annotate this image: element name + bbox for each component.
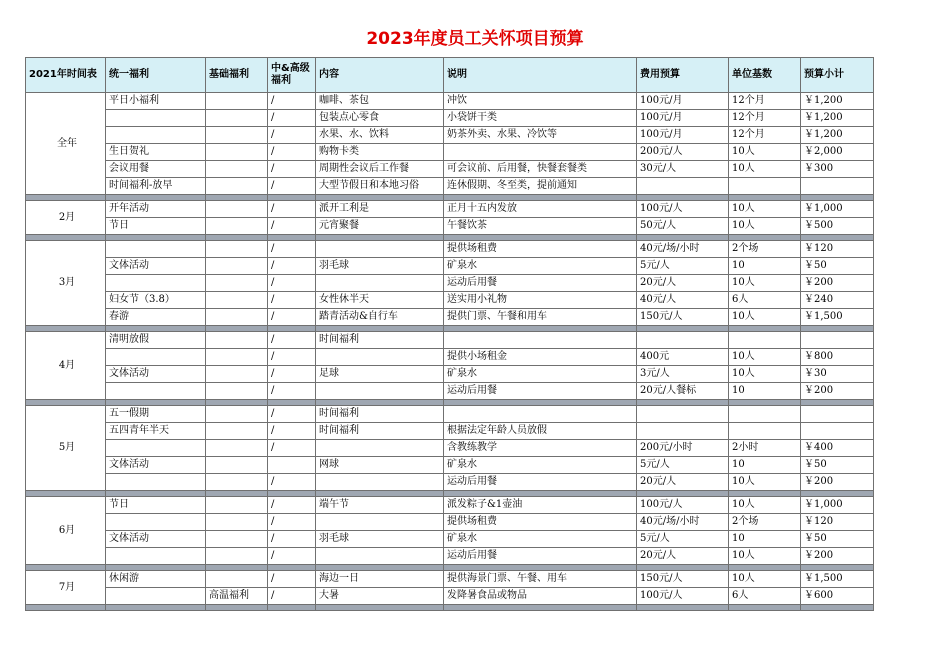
cell-unit[interactable]: 10 xyxy=(729,457,801,474)
cell-content[interactable] xyxy=(316,241,444,258)
cell-cost[interactable]: 100元/月 xyxy=(637,110,729,127)
table-row xyxy=(26,178,874,195)
cell-mid-senior[interactable]: / xyxy=(268,440,316,457)
cell-cost[interactable]: 100元/月 xyxy=(637,93,729,110)
cell-content[interactable] xyxy=(316,275,444,292)
cell-note[interactable] xyxy=(444,332,637,349)
cell-unit[interactable]: 10人 xyxy=(729,366,801,383)
cell-note[interactable]: 午餐饮茶 xyxy=(444,218,637,235)
cell-basic[interactable] xyxy=(206,258,268,275)
separator-cell xyxy=(729,605,801,611)
cell-subtotal[interactable]: ￥200 xyxy=(801,275,874,292)
table-row xyxy=(26,423,874,440)
cell-content[interactable]: 大型节假日和本地习俗 xyxy=(316,178,444,195)
separator-cell xyxy=(444,605,637,611)
cell-mid-senior[interactable]: / xyxy=(268,292,316,309)
cell-cost[interactable]: 3元/人 xyxy=(637,366,729,383)
cell-subtotal[interactable]: ￥30 xyxy=(801,366,874,383)
cell-note[interactable]: 运动后用餐 xyxy=(444,275,637,292)
cell-content[interactable]: 大暑 xyxy=(316,588,444,605)
cell-mid-senior[interactable]: / xyxy=(268,514,316,531)
cell-basic[interactable] xyxy=(206,292,268,309)
cell-subtotal[interactable] xyxy=(801,423,874,440)
cell-note[interactable]: 根据法定年龄人员放假 xyxy=(444,423,637,440)
cell-mid-senior[interactable]: / xyxy=(268,497,316,514)
header-unit[interactable]: 单位基数 xyxy=(729,58,801,93)
cell-unit[interactable]: 10人 xyxy=(729,571,801,588)
header-subtotal[interactable]: 预算小计 xyxy=(801,58,874,93)
cell-unit[interactable]: 10人 xyxy=(729,201,801,218)
cell-basic[interactable] xyxy=(206,423,268,440)
cell-subtotal[interactable]: ￥120 xyxy=(801,514,874,531)
cell-unit[interactable]: 2个场 xyxy=(729,241,801,258)
cell-basic[interactable] xyxy=(206,514,268,531)
table-row xyxy=(26,161,874,178)
separator-cell xyxy=(268,605,316,611)
table-row xyxy=(26,258,874,275)
cell-cost[interactable]: 20元/人 xyxy=(637,275,729,292)
cell-basic[interactable] xyxy=(206,349,268,366)
separator-cell xyxy=(206,605,268,611)
cell-unified[interactable]: 文体活动 xyxy=(106,531,206,548)
cell-basic[interactable]: 高温福利 xyxy=(206,588,268,605)
cell-basic[interactable] xyxy=(206,144,268,161)
cell-note[interactable]: 矿泉水 xyxy=(444,258,637,275)
cell-unified[interactable] xyxy=(106,241,206,258)
cell-unified[interactable]: 文体活动 xyxy=(106,258,206,275)
header-period[interactable]: 2021年时间表 xyxy=(26,58,106,93)
cell-content[interactable]: 周期性会议后工作餐 xyxy=(316,161,444,178)
table-row xyxy=(26,440,874,457)
table-row xyxy=(26,292,874,309)
cell-mid-senior[interactable]: / xyxy=(268,383,316,400)
cell-basic[interactable] xyxy=(206,241,268,258)
cell-cost[interactable]: 400元 xyxy=(637,349,729,366)
cell-cost[interactable]: 200元/小时 xyxy=(637,440,729,457)
cell-basic[interactable] xyxy=(206,218,268,235)
cell-subtotal[interactable]: ￥50 xyxy=(801,457,874,474)
cell-unified[interactable]: 开年活动 xyxy=(106,201,206,218)
cell-unified[interactable]: 会议用餐 xyxy=(106,161,206,178)
header-content[interactable]: 内容 xyxy=(316,58,444,93)
cell-basic[interactable] xyxy=(206,366,268,383)
cell-content[interactable] xyxy=(316,514,444,531)
cell-unit[interactable]: 12个月 xyxy=(729,127,801,144)
cell-mid-senior[interactable]: / xyxy=(268,588,316,605)
cell-note[interactable]: 提供海景门票、午餐、用车 xyxy=(444,571,637,588)
cell-note[interactable]: 正月十五内发放 xyxy=(444,201,637,218)
cell-subtotal[interactable] xyxy=(801,332,874,349)
cell-cost[interactable]: 150元/人 xyxy=(637,571,729,588)
cell-note[interactable]: 送实用小礼物 xyxy=(444,292,637,309)
cell-cost[interactable]: 5元/人 xyxy=(637,258,729,275)
cell-subtotal[interactable]: ￥200 xyxy=(801,474,874,491)
cell-subtotal[interactable]: ￥1,000 xyxy=(801,497,874,514)
cell-note[interactable]: 矿泉水 xyxy=(444,366,637,383)
cell-unit[interactable]: 12个月 xyxy=(729,93,801,110)
table-row xyxy=(26,144,874,161)
cell-cost[interactable]: 100元/月 xyxy=(637,127,729,144)
cell-unified[interactable]: 五一假期 xyxy=(106,406,206,423)
cell-cost[interactable]: 200元/人 xyxy=(637,144,729,161)
cell-unified[interactable]: 休闲游 xyxy=(106,571,206,588)
cell-unit[interactable]: 10人 xyxy=(729,144,801,161)
cell-mid-senior[interactable]: / xyxy=(268,218,316,235)
cell-content[interactable] xyxy=(316,383,444,400)
cell-subtotal[interactable]: ￥50 xyxy=(801,258,874,275)
cell-basic[interactable] xyxy=(206,571,268,588)
cell-unit[interactable]: 10人 xyxy=(729,275,801,292)
cell-mid-senior[interactable]: / xyxy=(268,201,316,218)
cell-subtotal[interactable]: ￥2,000 xyxy=(801,144,874,161)
cell-period[interactable]: 全年 xyxy=(26,93,106,195)
cell-unified[interactable]: 春游 xyxy=(106,309,206,326)
table-row xyxy=(26,497,874,514)
cell-note[interactable]: 提供场租费 xyxy=(444,241,637,258)
cell-basic[interactable] xyxy=(206,440,268,457)
cell-unified[interactable]: 文体活动 xyxy=(106,457,206,474)
cell-basic[interactable] xyxy=(206,275,268,292)
table-row xyxy=(26,406,874,423)
cell-content[interactable]: 羽毛球 xyxy=(316,258,444,275)
cell-note[interactable]: 提供场租费 xyxy=(444,514,637,531)
cell-unified[interactable]: 节日 xyxy=(106,497,206,514)
cell-cost[interactable]: 100元/人 xyxy=(637,497,729,514)
cell-cost[interactable]: 20元/人 xyxy=(637,548,729,565)
cell-mid-senior[interactable]: / xyxy=(268,309,316,326)
cell-basic[interactable] xyxy=(206,531,268,548)
cell-cost[interactable]: 40元/人 xyxy=(637,292,729,309)
cell-mid-senior[interactable]: / xyxy=(268,161,316,178)
cell-basic[interactable] xyxy=(206,161,268,178)
sheet-title: 2023年度员工关怀项目预算 xyxy=(366,29,584,49)
separator-cell xyxy=(637,605,729,611)
cell-subtotal[interactable]: ￥1,200 xyxy=(801,93,874,110)
cell-note[interactable]: 运动后用餐 xyxy=(444,474,637,491)
cell-content[interactable] xyxy=(316,349,444,366)
cell-subtotal[interactable]: ￥1,500 xyxy=(801,309,874,326)
cell-unit[interactable]: 10人 xyxy=(729,309,801,326)
cell-mid-senior[interactable]: / xyxy=(268,93,316,110)
cell-unit[interactable] xyxy=(729,178,801,195)
cell-note[interactable] xyxy=(444,406,637,423)
cell-note[interactable]: 运动后用餐 xyxy=(444,548,637,565)
cell-unified[interactable] xyxy=(106,514,206,531)
cell-subtotal[interactable]: ￥500 xyxy=(801,218,874,235)
cell-cost[interactable]: 20元/人餐标 xyxy=(637,383,729,400)
cell-unit[interactable]: 10人 xyxy=(729,474,801,491)
cell-unit[interactable] xyxy=(729,332,801,349)
cell-subtotal[interactable]: ￥600 xyxy=(801,588,874,605)
cell-period[interactable]: 7月 xyxy=(26,571,106,605)
separator-cell xyxy=(801,605,874,611)
cell-unified[interactable] xyxy=(106,275,206,292)
cell-content[interactable]: 羽毛球 xyxy=(316,531,444,548)
cell-period[interactable]: 6月 xyxy=(26,497,106,565)
cell-basic[interactable] xyxy=(206,383,268,400)
cell-unified[interactable]: 五四青年半天 xyxy=(106,423,206,440)
cell-unit[interactable]: 10人 xyxy=(729,548,801,565)
cell-unit[interactable]: 12个月 xyxy=(729,110,801,127)
cell-mid-senior[interactable]: / xyxy=(268,548,316,565)
cell-unified[interactable]: 平日小福利 xyxy=(106,93,206,110)
table-row xyxy=(26,93,874,110)
cell-mid-senior[interactable]: / xyxy=(268,531,316,548)
cell-basic[interactable] xyxy=(206,93,268,110)
cell-subtotal[interactable]: ￥200 xyxy=(801,383,874,400)
cell-cost[interactable]: 50元/人 xyxy=(637,218,729,235)
cell-unit[interactable]: 6人 xyxy=(729,292,801,309)
cell-unified[interactable] xyxy=(106,127,206,144)
cell-content[interactable]: 时间福利 xyxy=(316,332,444,349)
cell-cost[interactable]: 150元/人 xyxy=(637,309,729,326)
cell-cost[interactable]: 40元/场/小时 xyxy=(637,514,729,531)
cell-content[interactable]: 端午节 xyxy=(316,497,444,514)
cell-note[interactable]: 含教练教学 xyxy=(444,440,637,457)
table-row xyxy=(26,548,874,565)
cell-basic[interactable] xyxy=(206,497,268,514)
cell-basic[interactable] xyxy=(206,406,268,423)
cell-mid-senior[interactable]: / xyxy=(268,241,316,258)
cell-cost[interactable] xyxy=(637,332,729,349)
cell-note[interactable]: 矿泉水 xyxy=(444,531,637,548)
table-row xyxy=(26,531,874,548)
cell-mid-senior[interactable]: / xyxy=(268,178,316,195)
cell-unified[interactable]: 节日 xyxy=(106,218,206,235)
cell-unified[interactable] xyxy=(106,548,206,565)
cell-cost[interactable]: 20元/人 xyxy=(637,474,729,491)
cell-subtotal[interactable]: ￥50 xyxy=(801,531,874,548)
cell-note[interactable]: 矿泉水 xyxy=(444,457,637,474)
cell-content[interactable]: 购物卡类 xyxy=(316,144,444,161)
cell-unified[interactable]: 妇女节（3.8） xyxy=(106,292,206,309)
cell-basic[interactable] xyxy=(206,332,268,349)
cell-cost[interactable]: 100元/人 xyxy=(637,201,729,218)
cell-mid-senior[interactable]: / xyxy=(268,144,316,161)
cell-basic[interactable] xyxy=(206,178,268,195)
cell-content[interactable]: 时间福利 xyxy=(316,406,444,423)
cell-content[interactable] xyxy=(316,548,444,565)
cell-unified[interactable]: 时间福利-放早 xyxy=(106,178,206,195)
cell-content[interactable]: 网球 xyxy=(316,457,444,474)
cell-mid-senior[interactable]: / xyxy=(268,423,316,440)
cell-unit[interactable]: 10 xyxy=(729,531,801,548)
separator-cell xyxy=(26,605,106,611)
cell-subtotal[interactable] xyxy=(801,178,874,195)
cell-cost[interactable]: 40元/场/小时 xyxy=(637,241,729,258)
cell-period[interactable]: 5月 xyxy=(26,406,106,491)
cell-unified[interactable] xyxy=(106,588,206,605)
cell-cost[interactable] xyxy=(637,406,729,423)
cell-content[interactable]: 踏青活动&自行车 xyxy=(316,309,444,326)
cell-subtotal[interactable]: ￥300 xyxy=(801,161,874,178)
cell-mid-senior[interactable]: / xyxy=(268,258,316,275)
cell-content[interactable] xyxy=(316,440,444,457)
cell-note[interactable]: 连休假期、冬至类，提前通知 xyxy=(444,178,637,195)
table-row xyxy=(26,241,874,258)
cell-basic[interactable] xyxy=(206,309,268,326)
table-row xyxy=(26,201,874,218)
cell-cost[interactable]: 5元/人 xyxy=(637,457,729,474)
cell-note[interactable] xyxy=(444,144,637,161)
cell-unified[interactable] xyxy=(106,440,206,457)
table-row xyxy=(26,383,874,400)
table-row xyxy=(26,474,874,491)
table-row xyxy=(26,457,874,474)
cell-note[interactable]: 派发粽子&1壶油 xyxy=(444,497,637,514)
cell-note[interactable]: 冲饮 xyxy=(444,93,637,110)
cell-content[interactable]: 水果、水、饮料 xyxy=(316,127,444,144)
cell-content[interactable]: 包装点心零食 xyxy=(316,110,444,127)
cell-period[interactable]: 2月 xyxy=(26,201,106,235)
budget-table xyxy=(25,57,874,611)
cell-unit[interactable] xyxy=(729,423,801,440)
cell-note[interactable]: 可会议前、后用餐，快餐套餐类 xyxy=(444,161,637,178)
cell-unit[interactable]: 10人 xyxy=(729,161,801,178)
cell-subtotal[interactable]: ￥800 xyxy=(801,349,874,366)
cell-note[interactable]: 小袋饼干类 xyxy=(444,110,637,127)
cell-subtotal[interactable]: ￥400 xyxy=(801,440,874,457)
cell-period[interactable]: 3月 xyxy=(26,241,106,326)
cell-mid-senior[interactable]: / xyxy=(268,474,316,491)
cell-mid-senior[interactable]: / xyxy=(268,349,316,366)
cell-content[interactable]: 足球 xyxy=(316,366,444,383)
cell-period[interactable]: 4月 xyxy=(26,332,106,400)
cell-unified[interactable]: 生日贺礼 xyxy=(106,144,206,161)
cell-subtotal[interactable]: ￥1,200 xyxy=(801,110,874,127)
table-row xyxy=(26,514,874,531)
header-row xyxy=(26,58,874,93)
cell-cost[interactable]: 100元/人 xyxy=(637,588,729,605)
cell-unit[interactable]: 10人 xyxy=(729,497,801,514)
section-separator xyxy=(26,605,874,611)
cell-unit[interactable]: 10人 xyxy=(729,349,801,366)
cell-basic[interactable] xyxy=(206,548,268,565)
cell-note[interactable]: 提供门票、午餐和用车 xyxy=(444,309,637,326)
cell-unified[interactable] xyxy=(106,474,206,491)
table-row xyxy=(26,571,874,588)
cell-subtotal[interactable]: ￥240 xyxy=(801,292,874,309)
cell-unified[interactable]: 文体活动 xyxy=(106,366,206,383)
cell-mid-senior[interactable]: / xyxy=(268,571,316,588)
table-row xyxy=(26,588,874,605)
cell-note[interactable]: 奶茶外卖、水果、冷饮等 xyxy=(444,127,637,144)
table-row xyxy=(26,332,874,349)
cell-note[interactable]: 发降暑食品或物品 xyxy=(444,588,637,605)
cell-cost[interactable]: 5元/人 xyxy=(637,531,729,548)
cell-content[interactable]: 派开工利是 xyxy=(316,201,444,218)
cell-cost[interactable]: 30元/人 xyxy=(637,161,729,178)
cell-subtotal[interactable]: ￥200 xyxy=(801,548,874,565)
cell-cost[interactable] xyxy=(637,423,729,440)
header-note[interactable]: 说明 xyxy=(444,58,637,93)
cell-mid-senior[interactable]: / xyxy=(268,366,316,383)
cell-content[interactable]: 时间福利 xyxy=(316,423,444,440)
cell-unit[interactable] xyxy=(729,406,801,423)
cell-unit[interactable]: 10 xyxy=(729,383,801,400)
cell-basic[interactable] xyxy=(206,201,268,218)
cell-mid-senior[interactable] xyxy=(268,457,316,474)
table-row xyxy=(26,275,874,292)
cell-unit[interactable]: 6人 xyxy=(729,588,801,605)
cell-unit[interactable]: 2个场 xyxy=(729,514,801,531)
table-row xyxy=(26,218,874,235)
cell-subtotal[interactable] xyxy=(801,406,874,423)
cell-subtotal[interactable]: ￥1,000 xyxy=(801,201,874,218)
table-row xyxy=(26,309,874,326)
cell-mid-senior[interactable]: / xyxy=(268,275,316,292)
cell-content[interactable] xyxy=(316,474,444,491)
cell-note[interactable]: 运动后用餐 xyxy=(444,383,637,400)
cell-unified[interactable] xyxy=(106,110,206,127)
cell-unit[interactable]: 2小时 xyxy=(729,440,801,457)
cell-mid-senior[interactable]: / xyxy=(268,406,316,423)
header-cost[interactable]: 费用预算 xyxy=(637,58,729,93)
cell-mid-senior[interactable]: / xyxy=(268,127,316,144)
cell-basic[interactable] xyxy=(206,110,268,127)
separator-cell xyxy=(316,605,444,611)
cell-content[interactable]: 元宵聚餐 xyxy=(316,218,444,235)
table-row xyxy=(26,366,874,383)
cell-note[interactable]: 提供小场租金 xyxy=(444,349,637,366)
cell-content[interactable]: 女性休半天 xyxy=(316,292,444,309)
table-row xyxy=(26,110,874,127)
header-basic[interactable]: 基础福利 xyxy=(206,58,268,93)
cell-content[interactable]: 咖啡、茶包 xyxy=(316,93,444,110)
table-row xyxy=(26,127,874,144)
cell-content[interactable]: 海边一日 xyxy=(316,571,444,588)
cell-unified[interactable] xyxy=(106,349,206,366)
cell-unit[interactable]: 10人 xyxy=(729,218,801,235)
cell-basic[interactable] xyxy=(206,127,268,144)
cell-basic[interactable] xyxy=(206,474,268,491)
separator-cell xyxy=(106,605,206,611)
cell-mid-senior[interactable]: / xyxy=(268,110,316,127)
cell-subtotal[interactable]: ￥120 xyxy=(801,241,874,258)
cell-cost[interactable] xyxy=(637,178,729,195)
cell-subtotal[interactable]: ￥1,200 xyxy=(801,127,874,144)
cell-unified[interactable]: 清明放假 xyxy=(106,332,206,349)
header-unified[interactable]: 统一福利 xyxy=(106,58,206,93)
table-row xyxy=(26,349,874,366)
cell-unit[interactable]: 10 xyxy=(729,258,801,275)
cell-basic[interactable] xyxy=(206,457,268,474)
cell-unified[interactable] xyxy=(106,383,206,400)
header-mid-senior[interactable]: 中&高级福利 xyxy=(268,58,316,93)
cell-subtotal[interactable]: ￥1,500 xyxy=(801,571,874,588)
cell-mid-senior[interactable]: / xyxy=(268,332,316,349)
